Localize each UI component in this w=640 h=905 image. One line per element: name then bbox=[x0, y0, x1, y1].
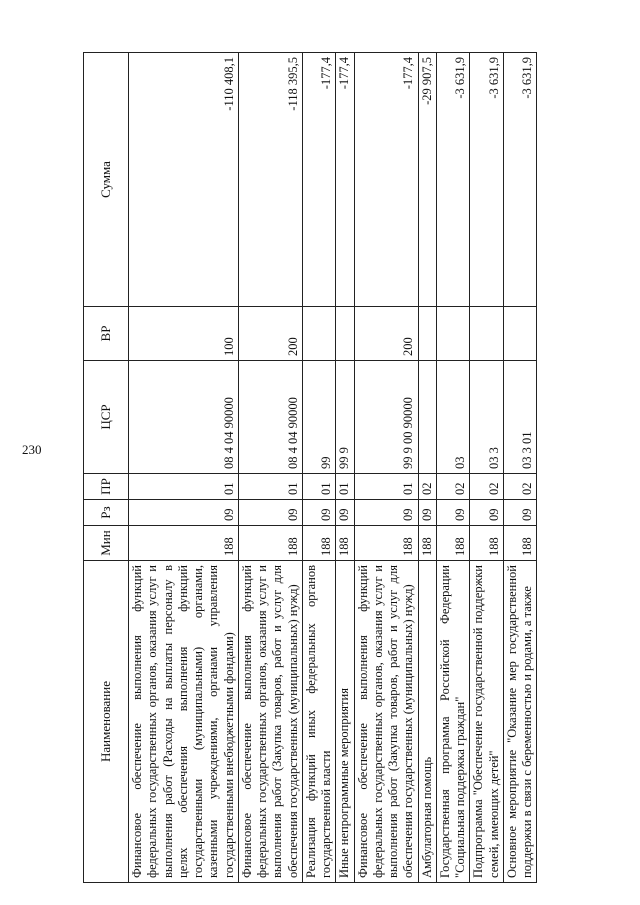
cell-sum: -3 631,9 bbox=[503, 53, 537, 307]
cell-csr: 99 9 bbox=[336, 361, 354, 474]
cell-sum: -177,4 bbox=[336, 53, 354, 307]
cell-sum: -118 395,5 bbox=[238, 53, 302, 307]
cell-sum: -29 907,5 bbox=[418, 53, 436, 307]
cell-min: 188 bbox=[503, 526, 537, 561]
cell-sum: -3 631,9 bbox=[436, 53, 470, 307]
cell-name: Финансовое обеспечение выполнения функций федеральных государственных органов, оказания услуг и выполнения работ (Закупка товаров, работ и услуг для обеспечения государственных (муниципальных) нужд) bbox=[238, 561, 302, 883]
rotated-page bbox=[83, 53, 613, 883]
cell-pr: 01 bbox=[336, 474, 354, 500]
cell-pr: 01 bbox=[354, 474, 418, 500]
budget-table bbox=[83, 52, 537, 883]
cell-rz: 09 bbox=[129, 500, 239, 526]
cell-min: 188 bbox=[302, 526, 336, 561]
table-row bbox=[336, 53, 354, 883]
cell-name: Амбулаторная помощь bbox=[418, 561, 436, 883]
header-name: Наименование bbox=[84, 561, 129, 883]
table-row bbox=[436, 53, 470, 883]
cell-vr: 200 bbox=[238, 307, 302, 361]
cell-csr: 08 4 04 90000 bbox=[238, 361, 302, 474]
cell-sum: -177,4 bbox=[354, 53, 418, 307]
table-row bbox=[302, 53, 336, 883]
cell-sum: -177,4 bbox=[302, 53, 336, 307]
table-row bbox=[129, 53, 239, 883]
cell-pr: 02 bbox=[436, 474, 470, 500]
cell-vr: 100 bbox=[129, 307, 239, 361]
cell-rz: 09 bbox=[503, 500, 537, 526]
table-row bbox=[470, 53, 504, 883]
cell-min: 188 bbox=[354, 526, 418, 561]
cell-vr bbox=[418, 307, 436, 361]
cell-min: 188 bbox=[418, 526, 436, 561]
table-row bbox=[238, 53, 302, 883]
cell-pr: 02 bbox=[418, 474, 436, 500]
cell-rz: 09 bbox=[418, 500, 436, 526]
cell-vr bbox=[302, 307, 336, 361]
header-rz: Рз bbox=[84, 500, 129, 526]
cell-min: 188 bbox=[238, 526, 302, 561]
cell-pr: 02 bbox=[470, 474, 504, 500]
cell-name: Реализация функций иных федеральных органов государственной власти bbox=[302, 561, 336, 883]
cell-min: 188 bbox=[436, 526, 470, 561]
cell-vr bbox=[436, 307, 470, 361]
cell-rz: 09 bbox=[436, 500, 470, 526]
cell-rz: 09 bbox=[354, 500, 418, 526]
cell-min: 188 bbox=[129, 526, 239, 561]
header-csr: ЦСР bbox=[84, 361, 129, 474]
header-vr: ВР bbox=[84, 307, 129, 361]
cell-min: 188 bbox=[470, 526, 504, 561]
cell-csr: 99 bbox=[302, 361, 336, 474]
cell-min: 188 bbox=[336, 526, 354, 561]
cell-vr bbox=[470, 307, 504, 361]
header-min: Мин bbox=[84, 526, 129, 561]
cell-pr: 02 bbox=[503, 474, 537, 500]
cell-rz: 09 bbox=[302, 500, 336, 526]
cell-csr: 03 3 bbox=[470, 361, 504, 474]
cell-csr bbox=[418, 361, 436, 474]
cell-csr: 03 bbox=[436, 361, 470, 474]
page-number: 230 bbox=[22, 442, 42, 457]
cell-vr: 200 bbox=[354, 307, 418, 361]
cell-name: Основное мероприятие "Оказание мер государственной поддержки в связи с беременностью и родами, а также bbox=[503, 561, 537, 883]
cell-sum: -110 408,1 bbox=[129, 53, 239, 307]
cell-name: Подпрограмма "Обеспечение государственной поддержки семей, имеющих детей" bbox=[470, 561, 504, 883]
table-header-row bbox=[84, 53, 129, 883]
cell-vr bbox=[503, 307, 537, 361]
cell-csr: 03 3 01 bbox=[503, 361, 537, 474]
cell-vr bbox=[336, 307, 354, 361]
cell-pr: 01 bbox=[238, 474, 302, 500]
cell-name: Финансовое обеспечение выполнения функций федеральных государственных органов, оказания услуг и выполнения работ (Расходы на выплаты персоналу в целях обеспечения выполнения функций государственными (муниципальными) органами, казенными учреждениями, органами управления государственными внебюджетными фондами) bbox=[129, 561, 239, 883]
table-row bbox=[503, 53, 537, 883]
cell-rz: 09 bbox=[238, 500, 302, 526]
cell-sum: -3 631,9 bbox=[470, 53, 504, 307]
table-row bbox=[418, 53, 436, 883]
cell-csr: 99 9 00 90000 bbox=[354, 361, 418, 474]
cell-name: Финансовое обеспечение выполнения функций федеральных государственных органов, оказания услуг и выполнения работ (Закупка товаров, работ и услуг для обеспечения государственных (муниципальных) нужд) bbox=[354, 561, 418, 883]
cell-pr: 01 bbox=[302, 474, 336, 500]
header-pr: ПР bbox=[84, 474, 129, 500]
cell-pr: 01 bbox=[129, 474, 239, 500]
cell-csr: 08 4 04 90000 bbox=[129, 361, 239, 474]
cell-rz: 09 bbox=[336, 500, 354, 526]
cell-rz: 09 bbox=[470, 500, 504, 526]
cell-name: Иные непрограммные мероприятия bbox=[336, 561, 354, 883]
cell-name: Государственная программа Российской Федерации "Социальная поддержка граждан" bbox=[436, 561, 470, 883]
header-sum: Сумма bbox=[84, 53, 129, 307]
table-row bbox=[354, 53, 418, 883]
